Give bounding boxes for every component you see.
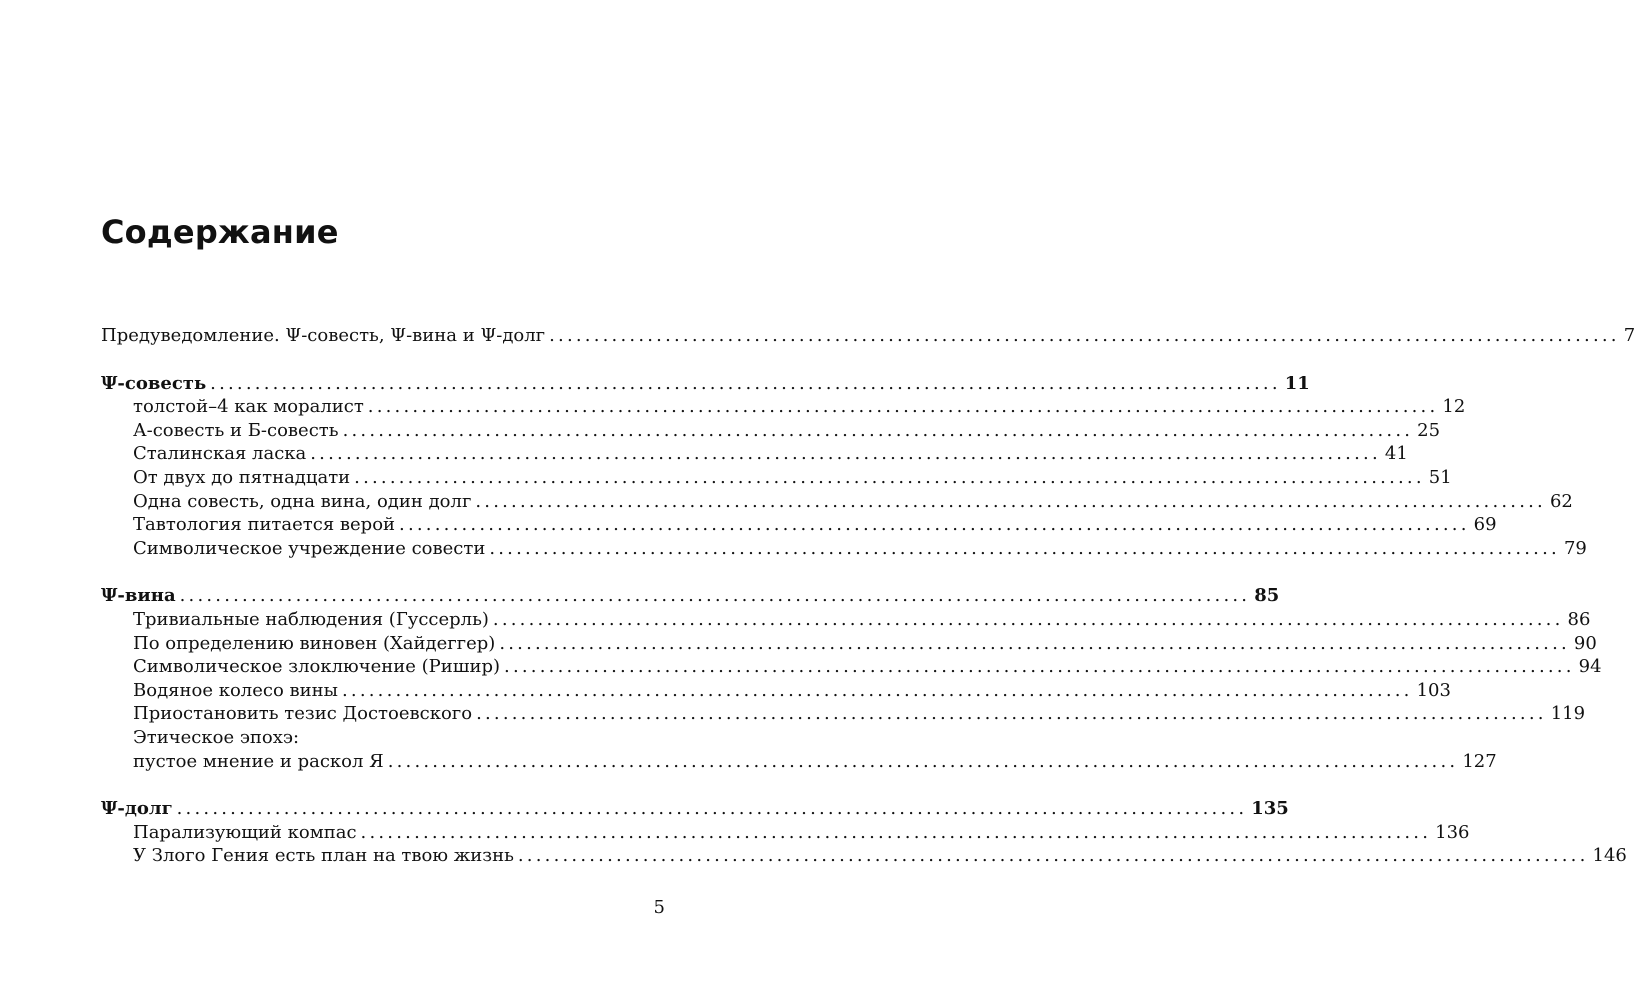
toc-entry-page: 86 — [1567, 608, 1591, 630]
toc-intro — [101, 324, 1635, 348]
dot-leader: ........................................................................................................................ — [354, 466, 1425, 488]
dot-leader: ........................................................................................................................ — [367, 396, 1439, 418]
page-number: 5 — [653, 897, 665, 918]
dot-leader: ........................................................................................................................ — [342, 419, 1414, 441]
toc-entry[interactable] — [101, 419, 1441, 443]
dot-leader: ........................................................................................................................ — [179, 585, 1251, 607]
toc-entry-title: По определению виновен (Хайдеггер) — [133, 632, 496, 654]
dot-leader: ........................................................................................................................ — [517, 845, 1589, 867]
toc-entry-title: Символическое злоключение (Ришир) — [133, 656, 501, 678]
toc-section-title: Ψ-совесть — [101, 372, 207, 394]
toc-entry[interactable] — [101, 726, 665, 750]
toc-entry-title: У Злого Гения есть план на твою жизнь — [133, 845, 514, 867]
toc-entry-title: Сталинская ласка — [133, 443, 307, 465]
table-of-contents — [101, 324, 1635, 892]
toc-entry-title: Этическое эпохэ: — [133, 726, 300, 748]
dot-leader: ........................................................................................................................ — [492, 608, 1564, 630]
toc-entry-title: А-совесть и Б-совесть — [133, 419, 339, 441]
toc-entry-title: пустое мнение и раскол Я — [133, 750, 384, 772]
toc-section-conscience — [101, 372, 1587, 561]
toc-entry[interactable] — [101, 702, 1586, 726]
toc-section-heading[interactable] — [101, 797, 1289, 821]
dot-leader: ........................................................................................................................ — [387, 750, 1459, 772]
dot-leader: ........................................................................................................................ — [549, 325, 1620, 346]
dot-leader: ........................................................................................................................ — [341, 679, 1413, 701]
toc-entry-page: 146 — [1592, 845, 1627, 867]
dot-leader: ........................................................................................................................ — [489, 537, 1560, 559]
toc-entry-page: 41 — [1384, 443, 1408, 465]
toc-entry-title: Предуведомление. Ψ-совесть, Ψ-вина и Ψ-долг — [101, 325, 546, 346]
toc-entry[interactable] — [101, 395, 1466, 419]
toc-entry-page: 136 — [1435, 821, 1470, 843]
toc-section-heading[interactable] — [101, 584, 1280, 608]
toc-section-page: 11 — [1284, 372, 1310, 394]
toc-entry[interactable] — [101, 442, 1408, 466]
toc-entry[interactable] — [101, 513, 1497, 537]
dot-leader: ........................................................................................................................ — [210, 372, 1281, 394]
toc-entry-page: 90 — [1573, 632, 1597, 654]
dot-leader: ........................................................................................................................ — [475, 490, 1546, 512]
toc-entry[interactable] — [101, 324, 1635, 348]
toc-section-page: 135 — [1251, 798, 1289, 820]
dot-leader: ........................................................................................................................ — [499, 632, 1570, 654]
toc-entry[interactable] — [101, 632, 1597, 656]
toc-entry-page: 79 — [1563, 537, 1587, 559]
toc-entry[interactable] — [101, 655, 1602, 679]
toc-entry-title: Символическое учреждение совести — [133, 537, 486, 559]
toc-entry-title: толстой–4 как моралист — [133, 396, 364, 418]
toc-entry[interactable] — [101, 466, 1452, 490]
toc-entry-page: 62 — [1549, 490, 1573, 512]
toc-entry-title: Приостановить тезис Достоевского — [133, 703, 473, 725]
dot-leader: ........................................................................................................................ — [476, 703, 1547, 725]
page-title: Содержание — [101, 213, 339, 251]
dot-leader: ........................................................................................................................ — [399, 514, 1470, 536]
toc-entry[interactable] — [101, 537, 1587, 561]
toc-entry[interactable] — [101, 844, 1627, 868]
toc-entry-title: Парализующий компас — [133, 821, 357, 843]
toc-entry-page: 69 — [1473, 514, 1497, 536]
toc-entry-title: Водяное колесо вины — [133, 679, 338, 701]
toc-section-title: Ψ-вина — [101, 585, 176, 607]
toc-entry-page: 119 — [1550, 703, 1586, 725]
toc-section-title: Ψ-долг — [101, 798, 173, 820]
toc-entry[interactable] — [101, 679, 1451, 703]
toc-section-heading[interactable] — [101, 372, 1310, 396]
toc-entry[interactable] — [101, 821, 1470, 845]
toc-entry[interactable] — [101, 608, 1591, 632]
toc-entry-title: Тавтология питается верой — [133, 514, 396, 536]
toc-entry-page: 25 — [1417, 419, 1441, 441]
toc-entry-page: 51 — [1428, 466, 1452, 488]
toc-entry-title: Тривиальные наблюдения (Гуссерль) — [133, 608, 489, 630]
toc-entry[interactable] — [101, 750, 1497, 774]
toc-section-page: 85 — [1254, 585, 1280, 607]
toc-section-guilt — [101, 584, 1602, 773]
toc-entry[interactable] — [101, 490, 1573, 514]
dot-leader: ........................................................................................................................ — [176, 798, 1248, 820]
toc-entry-page: 12 — [1442, 396, 1466, 418]
dot-leader: ........................................................................................................................ — [504, 656, 1575, 678]
toc-entry-page: 94 — [1578, 656, 1602, 678]
toc-entry-page: 7 — [1623, 325, 1635, 346]
toc-entry-title: Одна совесть, одна вина, один долг — [133, 490, 472, 512]
toc-entry-page: 127 — [1462, 750, 1497, 772]
toc-entry-title: От двух до пятнадцати — [133, 466, 351, 488]
toc-entry-page: 103 — [1416, 679, 1451, 701]
dot-leader: ........................................................................................................................ — [310, 443, 1381, 465]
dot-leader: ........................................................................................................................ — [360, 821, 1432, 843]
toc-section-debt — [101, 797, 1627, 868]
